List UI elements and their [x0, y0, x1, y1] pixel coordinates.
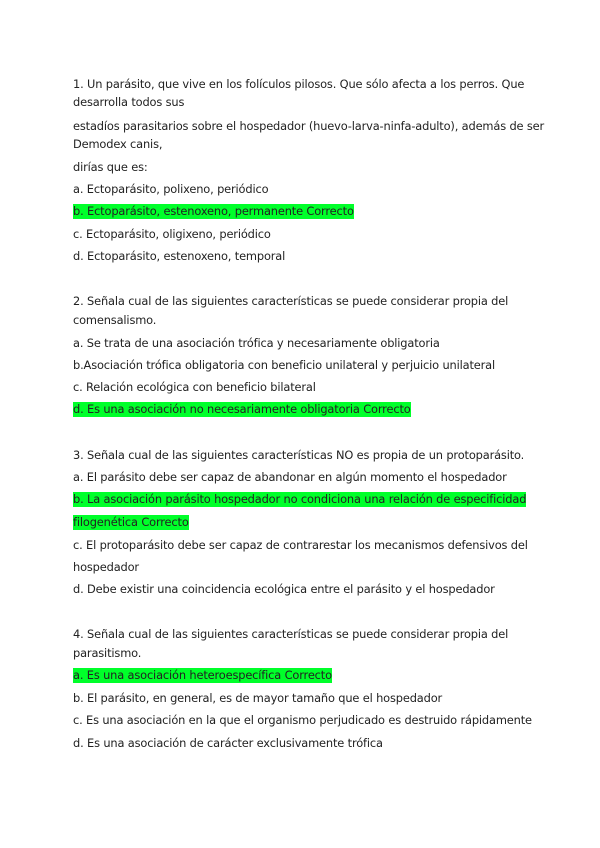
question-4-line-1: 4. Señala cual de las siguientes características se puede considerar propia del	[73, 627, 509, 641]
question-2-option-c: c. Relación ecológica con beneficio bilateral	[73, 380, 316, 394]
question-3-option-d: d. Debe existir una coincidencia ecológica entre el parásito y el hospedador	[73, 582, 495, 596]
question-1-line-4: Demodex canis,	[73, 137, 163, 151]
question-2-option-b: b.Asociación trófica obligatoria con beneficio unilateral y perjuicio unilateral	[73, 358, 496, 372]
question-4-option-a-correct: a. Es una asociación heteroespecífica Correcto	[73, 668, 332, 682]
question-2-line-2: comensalismo.	[73, 313, 157, 327]
question-3-option-c-cont: hospedador	[73, 560, 139, 574]
question-1-option-d: d. Ectoparásito, estenoxeno, temporal	[73, 249, 286, 263]
question-1-line-1: 1. Un parásito, que vive en los folículos pilosos. Que sólo afecta a los perros. Que	[73, 77, 525, 91]
question-1-option-c: c. Ectoparásito, oligixeno, periódico	[73, 227, 271, 241]
question-1-line-3: estadíos parasitarios sobre el hospedador (huevo-larva-ninfa-adulto), además de ser	[73, 119, 545, 133]
question-2-option-a: a. Se trata de una asociación trófica y necesariamente obligatoria	[73, 336, 440, 350]
question-4-line-2: parasitismo.	[73, 646, 142, 660]
question-4-option-c: c. Es una asociación en la que el organismo perjudicado es destruido rápidamente	[73, 713, 532, 727]
question-3-line-1: 3. Señala cual de las siguientes características NO es propia de un protoparásito.	[73, 448, 525, 462]
question-4-option-b: b. El parásito, en general, es de mayor tamaño que el hospedador	[73, 691, 443, 705]
question-1-option-a: a. Ectoparásito, polixeno, periódico	[73, 182, 269, 196]
question-3-option-c: c. El protoparásito debe ser capaz de contrarestar los mecanismos defensivos del	[73, 538, 528, 552]
question-1-line-5: dirías que es:	[73, 160, 148, 174]
question-2-option-d-correct: d. Es una asociación no necesariamente obligatoria Correcto	[73, 402, 411, 416]
question-1-line-2: desarrolla todos sus	[73, 95, 185, 109]
question-2-line-1: 2. Señala cual de las siguientes características se puede considerar propia del	[73, 294, 509, 308]
question-3-option-a: a. El parásito debe ser capaz de abandonar en algún momento el hospedador	[73, 470, 507, 484]
question-3-option-b-correct-cont: filogenética Correcto	[73, 515, 189, 529]
question-3-option-b-correct: b. La asociación parásito hospedador no condiciona una relación de especificidad	[73, 492, 527, 506]
question-4-option-d: d. Es una asociación de carácter exclusivamente trófica	[73, 736, 383, 750]
question-1-option-b-correct: b. Ectoparásito, estenoxeno, permanente Correcto	[73, 204, 354, 218]
